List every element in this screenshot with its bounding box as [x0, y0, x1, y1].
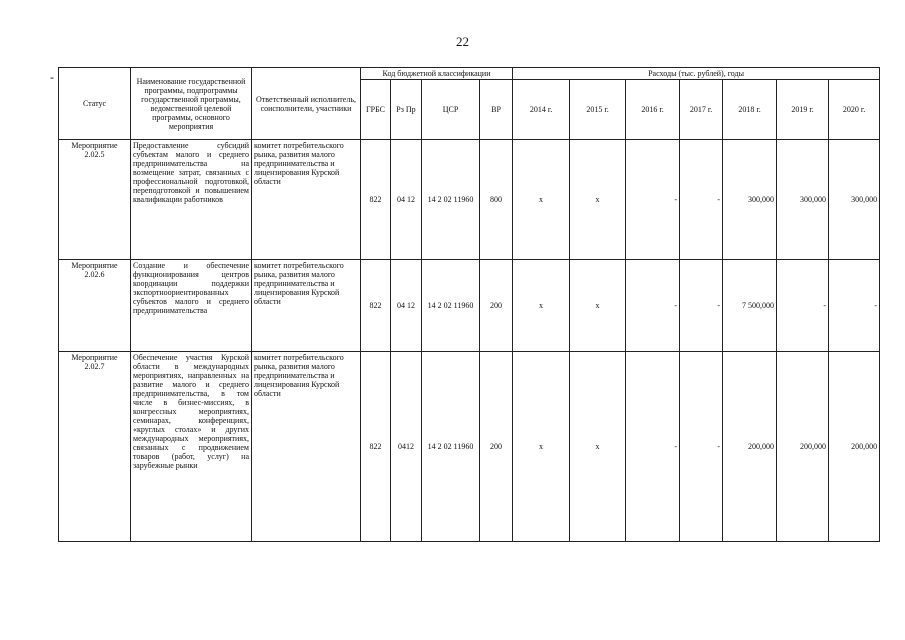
header-year-2017: 2017 г.	[680, 80, 723, 140]
row-amount-2014: x	[513, 260, 570, 352]
header-year-2014: 2014 г.	[513, 80, 570, 140]
header-responsible: Ответственный исполнитель, соисполнители, участники	[252, 68, 361, 140]
row-status: Мероприятие 2.02.6	[59, 260, 131, 352]
row-amount-2019: -	[777, 260, 829, 352]
row-amount-2018: 200,000	[723, 352, 777, 542]
row-amount-2015: x	[570, 352, 626, 542]
row-vr: 200	[480, 352, 513, 542]
row-amount-2018: 300,000	[723, 140, 777, 260]
row-grbs: 822	[361, 140, 391, 260]
header-code-vr: ВР	[480, 80, 513, 140]
header-code-grbs: ГРБС	[361, 80, 391, 140]
row-amount-2014: x	[513, 352, 570, 542]
row-activity-name: Обеспечение участия Курской области в международных мероприятиях, направленных на развитие малого и среднего предпринимательства, в том числе в бизнес-миссиях, в конгрессных мероприятиях, семинарах, конференциях, «круглых столах» и других международных мероприятиях, связанных с продвижением товаров (работ, услуг) на зарубежные рынки	[131, 352, 252, 542]
row-amount-2020: -	[829, 260, 880, 352]
row-amount-2020: 300,000	[829, 140, 880, 260]
row-amount-2017: -	[680, 260, 723, 352]
row-amount-2015: x	[570, 140, 626, 260]
header-year-2015: 2015 г.	[570, 80, 626, 140]
row-csr: 14 2 02 11960	[422, 352, 480, 542]
row-amount-2017: -	[680, 140, 723, 260]
row-rzpr: 04 12	[391, 260, 422, 352]
row-vr: 200	[480, 260, 513, 352]
row-amount-2019: 200,000	[777, 352, 829, 542]
header-expenses-group: Расходы (тыс. рублей), годы	[513, 68, 880, 80]
row-amount-2016: -	[626, 352, 680, 542]
table-row	[59, 140, 880, 260]
row-amount-2014: x	[513, 140, 570, 260]
row-amount-2020: 200,000	[829, 352, 880, 542]
row-grbs: 822	[361, 352, 391, 542]
page-number: 22	[456, 34, 469, 49]
header-year-2016: 2016 г.	[626, 80, 680, 140]
header-year-2019: 2019 г.	[777, 80, 829, 140]
row-activity-name: Создание и обеспечение функционирования центров координации поддержки экспортноориентированных субъектов малого и среднего предпринимательства	[131, 260, 252, 352]
header-year-2018: 2018 г.	[723, 80, 777, 140]
row-amount-2019: 300,000	[777, 140, 829, 260]
header-status: Статус	[59, 68, 131, 140]
header-program-name: Наименование государственной программы, подпрограммы государственной программы, ведомственной целевой программы, основного мероприятия	[131, 68, 252, 140]
row-status: Мероприятие 2.02.7	[59, 352, 131, 542]
row-grbs: 822	[361, 260, 391, 352]
header-code-csr: ЦСР	[422, 80, 480, 140]
row-amount-2016: -	[626, 140, 680, 260]
row-rzpr: 0412	[391, 352, 422, 542]
row-status: Мероприятие 2.02.5	[59, 140, 131, 260]
row-amount-2016: -	[626, 260, 680, 352]
table-row	[59, 260, 880, 352]
margin-mark: -	[50, 70, 54, 84]
row-responsible: комитет потребительского рынка, развития малого предпринимательства и лицензирования Курской области	[252, 260, 361, 352]
row-responsible: комитет потребительского рынка, развития малого предпринимательства и лицензирования Курской области	[252, 352, 361, 542]
row-activity-name: Предоставление субсидий субъектам малого и среднего предпринимательства на возмещение затрат, связанных с профессиональной подготовкой, переподготовкой и повышением квалификации работников	[131, 140, 252, 260]
row-csr: 14 2 02 11960	[422, 140, 480, 260]
row-csr: 14 2 02 11960	[422, 260, 480, 352]
row-vr: 800	[480, 140, 513, 260]
row-responsible: комитет потребительского рынка, развития малого предпринимательства и лицензирования Курской области	[252, 140, 361, 260]
header-year-2020: 2020 г.	[829, 80, 880, 140]
table-row	[59, 352, 880, 542]
row-amount-2017: -	[680, 352, 723, 542]
budget-table	[58, 67, 880, 542]
header-budget-code-group: Код бюджетной классификации	[361, 68, 513, 80]
row-rzpr: 04 12	[391, 140, 422, 260]
row-amount-2015: x	[570, 260, 626, 352]
header-code-rzpr: Рз Пр	[391, 80, 422, 140]
row-amount-2018: 7 500,000	[723, 260, 777, 352]
